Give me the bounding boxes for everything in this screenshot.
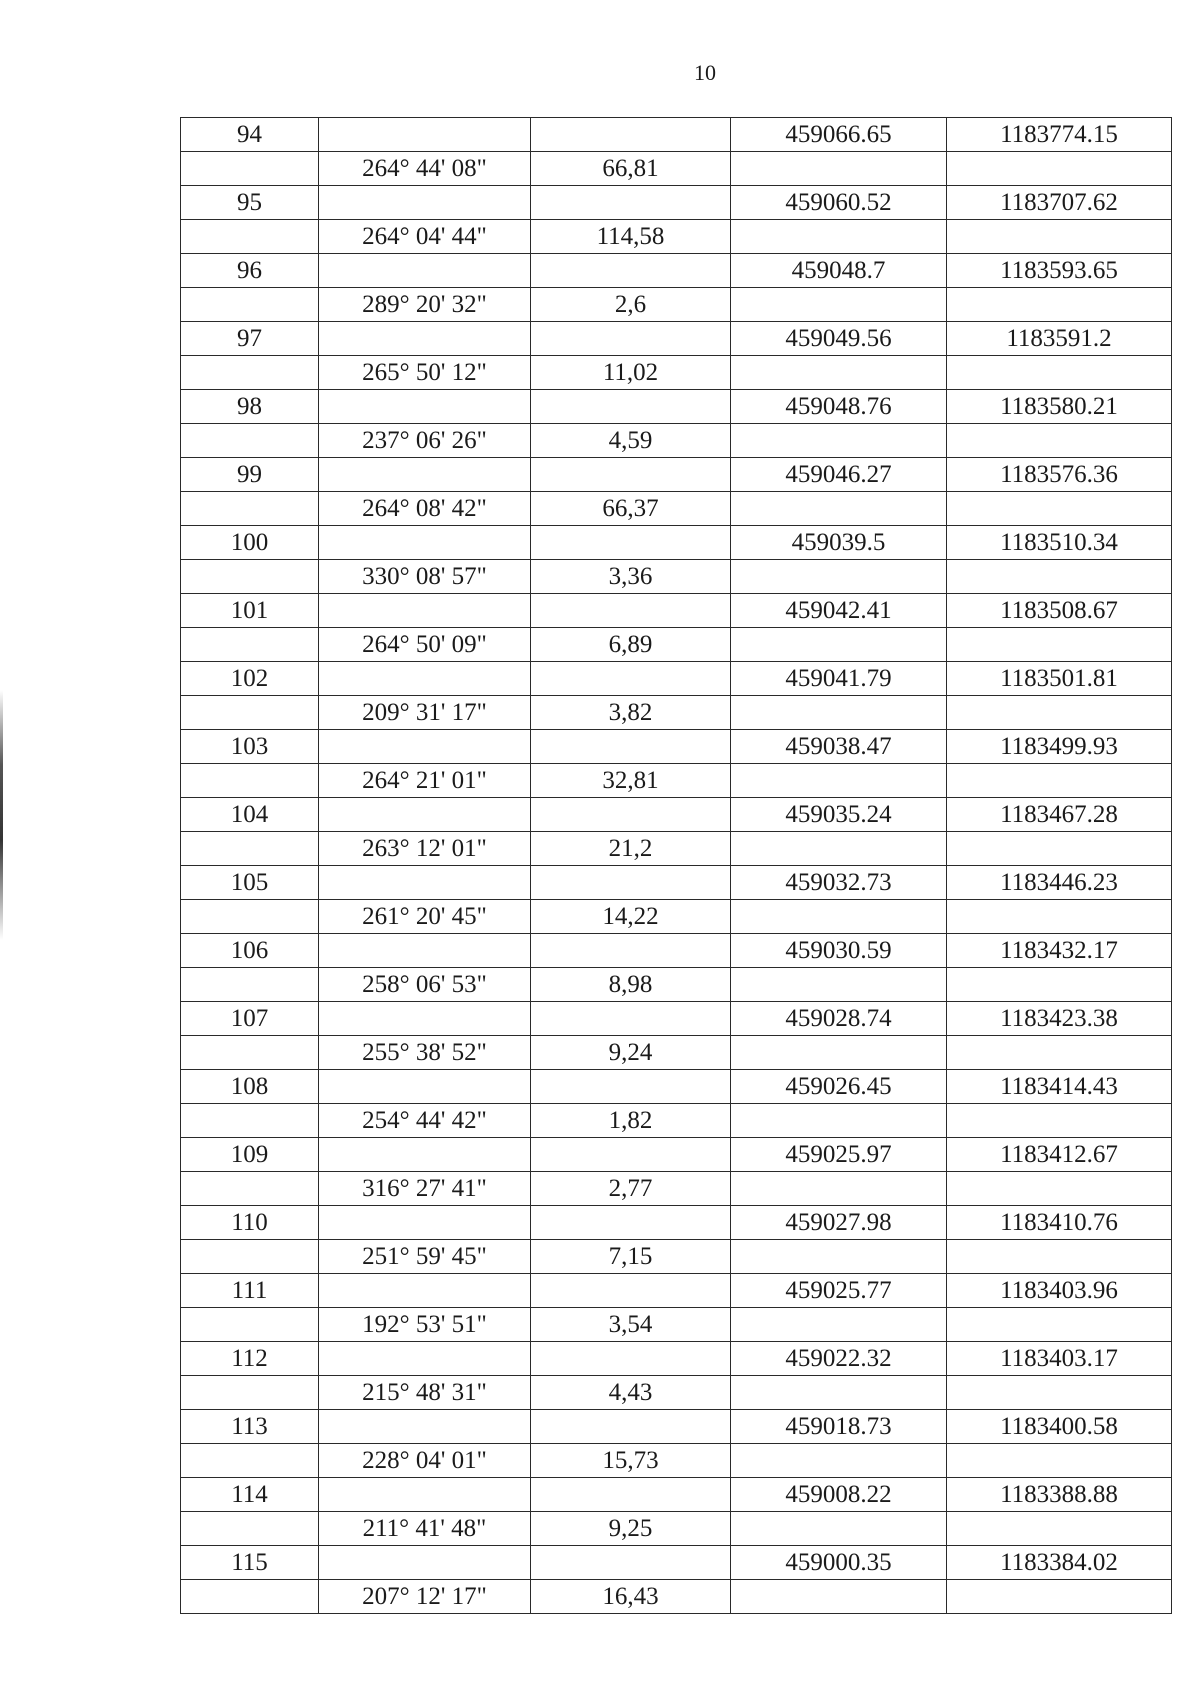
- point-number-cell: 99: [181, 458, 319, 492]
- y-coordinate-cell: [947, 832, 1172, 866]
- y-coordinate-cell: 1183403.96: [947, 1274, 1172, 1308]
- y-coordinate-cell: 1183410.76: [947, 1206, 1172, 1240]
- y-coordinate-cell: [947, 1172, 1172, 1206]
- y-coordinate-cell: [947, 1580, 1172, 1614]
- table-row: [181, 730, 1172, 764]
- distance-cell: [531, 322, 731, 356]
- direction-angle-cell: 207° 12' 17": [319, 1580, 531, 1614]
- y-coordinate-cell: 1183423.38: [947, 1002, 1172, 1036]
- direction-angle-cell: [319, 322, 531, 356]
- table-row: [181, 220, 1172, 254]
- direction-angle-cell: [319, 526, 531, 560]
- distance-cell: [531, 186, 731, 220]
- point-number-cell: 96: [181, 254, 319, 288]
- distance-cell: [531, 1410, 731, 1444]
- distance-cell: 66,81: [531, 152, 731, 186]
- table-row: [181, 900, 1172, 934]
- direction-angle-cell: 215° 48' 31": [319, 1376, 531, 1410]
- table-row: [181, 866, 1172, 900]
- direction-angle-cell: 261° 20' 45": [319, 900, 531, 934]
- distance-cell: [531, 1546, 731, 1580]
- direction-angle-cell: [319, 186, 531, 220]
- x-coordinate-cell: 459046.27: [731, 458, 947, 492]
- table-row: [181, 1308, 1172, 1342]
- distance-cell: 8,98: [531, 968, 731, 1002]
- x-coordinate-cell: [731, 1308, 947, 1342]
- x-coordinate-cell: [731, 424, 947, 458]
- table-row: [181, 1512, 1172, 1546]
- point-number-cell: [181, 1512, 319, 1546]
- distance-cell: [531, 730, 731, 764]
- point-number-cell: 107: [181, 1002, 319, 1036]
- distance-cell: 9,25: [531, 1512, 731, 1546]
- distance-cell: [531, 390, 731, 424]
- direction-angle-cell: [319, 934, 531, 968]
- y-coordinate-cell: 1183576.36: [947, 458, 1172, 492]
- x-coordinate-cell: [731, 288, 947, 322]
- point-number-cell: [181, 628, 319, 662]
- y-coordinate-cell: 1183400.58: [947, 1410, 1172, 1444]
- table-row: [181, 1240, 1172, 1274]
- point-number-cell: 115: [181, 1546, 319, 1580]
- y-coordinate-cell: [947, 560, 1172, 594]
- x-coordinate-cell: 459048.7: [731, 254, 947, 288]
- direction-angle-cell: 330° 08' 57": [319, 560, 531, 594]
- y-coordinate-cell: 1183707.62: [947, 186, 1172, 220]
- table-row: [181, 696, 1172, 730]
- x-coordinate-cell: 459026.45: [731, 1070, 947, 1104]
- x-coordinate-cell: 459038.47: [731, 730, 947, 764]
- point-number-cell: [181, 1036, 319, 1070]
- point-number-cell: [181, 220, 319, 254]
- distance-cell: 9,24: [531, 1036, 731, 1070]
- distance-cell: [531, 1002, 731, 1036]
- direction-angle-cell: 264° 04' 44": [319, 220, 531, 254]
- x-coordinate-cell: 459027.98: [731, 1206, 947, 1240]
- y-coordinate-cell: 1183414.43: [947, 1070, 1172, 1104]
- direction-angle-cell: 264° 21' 01": [319, 764, 531, 798]
- distance-cell: 21,2: [531, 832, 731, 866]
- x-coordinate-cell: 459049.56: [731, 322, 947, 356]
- direction-angle-cell: 211° 41' 48": [319, 1512, 531, 1546]
- y-coordinate-cell: [947, 968, 1172, 1002]
- x-coordinate-cell: [731, 1172, 947, 1206]
- direction-angle-cell: 316° 27' 41": [319, 1172, 531, 1206]
- x-coordinate-cell: 459039.5: [731, 526, 947, 560]
- distance-cell: 32,81: [531, 764, 731, 798]
- direction-angle-cell: [319, 866, 531, 900]
- y-coordinate-cell: [947, 900, 1172, 934]
- distance-cell: 16,43: [531, 1580, 731, 1614]
- y-coordinate-cell: [947, 1444, 1172, 1478]
- distance-cell: 1,82: [531, 1104, 731, 1138]
- point-number-cell: [181, 1376, 319, 1410]
- direction-angle-cell: [319, 1342, 531, 1376]
- direction-angle-cell: 209° 31' 17": [319, 696, 531, 730]
- y-coordinate-cell: 1183580.21: [947, 390, 1172, 424]
- point-number-cell: 111: [181, 1274, 319, 1308]
- table-row: [181, 288, 1172, 322]
- table-row: [181, 560, 1172, 594]
- distance-cell: 4,59: [531, 424, 731, 458]
- direction-angle-cell: [319, 1002, 531, 1036]
- direction-angle-cell: [319, 730, 531, 764]
- y-coordinate-cell: 1183432.17: [947, 934, 1172, 968]
- y-coordinate-cell: 1183499.93: [947, 730, 1172, 764]
- table-row: [181, 968, 1172, 1002]
- point-number-cell: 103: [181, 730, 319, 764]
- x-coordinate-cell: [731, 1240, 947, 1274]
- point-number-cell: [181, 152, 319, 186]
- direction-angle-cell: 265° 50' 12": [319, 356, 531, 390]
- x-coordinate-cell: 459022.32: [731, 1342, 947, 1376]
- y-coordinate-cell: [947, 152, 1172, 186]
- point-number-cell: 102: [181, 662, 319, 696]
- point-number-cell: 94: [181, 118, 319, 152]
- x-coordinate-cell: [731, 492, 947, 526]
- x-coordinate-cell: [731, 1036, 947, 1070]
- table-row: [181, 254, 1172, 288]
- point-number-cell: [181, 492, 319, 526]
- distance-cell: [531, 118, 731, 152]
- distance-cell: [531, 526, 731, 560]
- distance-cell: 4,43: [531, 1376, 731, 1410]
- distance-cell: [531, 662, 731, 696]
- y-coordinate-cell: [947, 1036, 1172, 1070]
- table-row: [181, 1580, 1172, 1614]
- y-coordinate-cell: [947, 1512, 1172, 1546]
- distance-cell: [531, 254, 731, 288]
- table-row: [181, 424, 1172, 458]
- point-number-cell: [181, 356, 319, 390]
- table-row: [181, 832, 1172, 866]
- point-number-cell: 101: [181, 594, 319, 628]
- x-coordinate-cell: [731, 968, 947, 1002]
- distance-cell: [531, 1070, 731, 1104]
- x-coordinate-cell: 459000.35: [731, 1546, 947, 1580]
- x-coordinate-cell: [731, 356, 947, 390]
- distance-cell: [531, 1342, 731, 1376]
- direction-angle-cell: [319, 1206, 531, 1240]
- direction-angle-cell: 264° 44' 08": [319, 152, 531, 186]
- table-row: [181, 1274, 1172, 1308]
- y-coordinate-cell: 1183403.17: [947, 1342, 1172, 1376]
- point-number-cell: [181, 560, 319, 594]
- point-number-cell: 97: [181, 322, 319, 356]
- x-coordinate-cell: [731, 220, 947, 254]
- table-row: [181, 1002, 1172, 1036]
- y-coordinate-cell: [947, 288, 1172, 322]
- distance-cell: [531, 1274, 731, 1308]
- x-coordinate-cell: [731, 832, 947, 866]
- direction-angle-cell: 192° 53' 51": [319, 1308, 531, 1342]
- x-coordinate-cell: 459066.65: [731, 118, 947, 152]
- x-coordinate-cell: [731, 696, 947, 730]
- direction-angle-cell: 264° 50' 09": [319, 628, 531, 662]
- point-number-cell: 112: [181, 1342, 319, 1376]
- point-number-cell: [181, 1308, 319, 1342]
- direction-angle-cell: [319, 798, 531, 832]
- x-coordinate-cell: 459032.73: [731, 866, 947, 900]
- y-coordinate-cell: 1183501.81: [947, 662, 1172, 696]
- y-coordinate-cell: 1183591.2: [947, 322, 1172, 356]
- point-number-cell: [181, 1580, 319, 1614]
- x-coordinate-cell: [731, 152, 947, 186]
- table-row: [181, 1342, 1172, 1376]
- x-coordinate-cell: [731, 1104, 947, 1138]
- point-number-cell: [181, 1240, 319, 1274]
- point-number-cell: 108: [181, 1070, 319, 1104]
- table-row: [181, 1138, 1172, 1172]
- y-coordinate-cell: [947, 1376, 1172, 1410]
- point-number-cell: [181, 696, 319, 730]
- x-coordinate-cell: 459028.74: [731, 1002, 947, 1036]
- point-number-cell: [181, 1172, 319, 1206]
- point-number-cell: [181, 832, 319, 866]
- distance-cell: [531, 458, 731, 492]
- coordinates-table-body: [181, 118, 1172, 1614]
- direction-angle-cell: 237° 06' 26": [319, 424, 531, 458]
- y-coordinate-cell: 1183388.88: [947, 1478, 1172, 1512]
- distance-cell: [531, 1138, 731, 1172]
- direction-angle-cell: [319, 1070, 531, 1104]
- point-number-cell: 105: [181, 866, 319, 900]
- distance-cell: 3,54: [531, 1308, 731, 1342]
- x-coordinate-cell: [731, 764, 947, 798]
- direction-angle-cell: [319, 1410, 531, 1444]
- x-coordinate-cell: [731, 560, 947, 594]
- x-coordinate-cell: 459025.77: [731, 1274, 947, 1308]
- x-coordinate-cell: 459030.59: [731, 934, 947, 968]
- direction-angle-cell: [319, 1138, 531, 1172]
- table-row: [181, 1478, 1172, 1512]
- y-coordinate-cell: 1183384.02: [947, 1546, 1172, 1580]
- point-number-cell: [181, 1444, 319, 1478]
- x-coordinate-cell: 459048.76: [731, 390, 947, 424]
- table-row: [181, 322, 1172, 356]
- direction-angle-cell: 228° 04' 01": [319, 1444, 531, 1478]
- direction-angle-cell: 263° 12' 01": [319, 832, 531, 866]
- table-row: [181, 662, 1172, 696]
- distance-cell: 66,37: [531, 492, 731, 526]
- distance-cell: 6,89: [531, 628, 731, 662]
- table-row: [181, 594, 1172, 628]
- x-coordinate-cell: [731, 1512, 947, 1546]
- point-number-cell: 114: [181, 1478, 319, 1512]
- x-coordinate-cell: 459025.97: [731, 1138, 947, 1172]
- distance-cell: [531, 866, 731, 900]
- direction-angle-cell: [319, 662, 531, 696]
- distance-cell: [531, 1478, 731, 1512]
- table-row: [181, 390, 1172, 424]
- y-coordinate-cell: 1183593.65: [947, 254, 1172, 288]
- y-coordinate-cell: [947, 628, 1172, 662]
- point-number-cell: 100: [181, 526, 319, 560]
- table-row: [181, 1410, 1172, 1444]
- point-number-cell: 113: [181, 1410, 319, 1444]
- table-row: [181, 526, 1172, 560]
- point-number-cell: 98: [181, 390, 319, 424]
- table-row: [181, 1172, 1172, 1206]
- x-coordinate-cell: [731, 628, 947, 662]
- y-coordinate-cell: [947, 1308, 1172, 1342]
- table-row: [181, 1376, 1172, 1410]
- x-coordinate-cell: [731, 900, 947, 934]
- point-number-cell: [181, 424, 319, 458]
- x-coordinate-cell: [731, 1580, 947, 1614]
- point-number-cell: [181, 1104, 319, 1138]
- direction-angle-cell: [319, 390, 531, 424]
- y-coordinate-cell: 1183446.23: [947, 866, 1172, 900]
- point-number-cell: [181, 968, 319, 1002]
- distance-cell: [531, 1206, 731, 1240]
- direction-angle-cell: [319, 1478, 531, 1512]
- distance-cell: 2,6: [531, 288, 731, 322]
- table-row: [181, 934, 1172, 968]
- page-number: 10: [694, 60, 716, 85]
- table-row: [181, 458, 1172, 492]
- table-row: [181, 1546, 1172, 1580]
- y-coordinate-cell: [947, 492, 1172, 526]
- distance-cell: 15,73: [531, 1444, 731, 1478]
- y-coordinate-cell: 1183412.67: [947, 1138, 1172, 1172]
- y-coordinate-cell: 1183510.34: [947, 526, 1172, 560]
- direction-angle-cell: 258° 06' 53": [319, 968, 531, 1002]
- x-coordinate-cell: 459008.22: [731, 1478, 947, 1512]
- y-coordinate-cell: [947, 696, 1172, 730]
- table-row: [181, 492, 1172, 526]
- x-coordinate-cell: [731, 1376, 947, 1410]
- table-row: [181, 1206, 1172, 1240]
- y-coordinate-cell: [947, 424, 1172, 458]
- y-coordinate-cell: [947, 1104, 1172, 1138]
- distance-cell: 114,58: [531, 220, 731, 254]
- direction-angle-cell: [319, 594, 531, 628]
- table-row: [181, 152, 1172, 186]
- x-coordinate-cell: 459042.41: [731, 594, 947, 628]
- direction-angle-cell: 251° 59' 45": [319, 1240, 531, 1274]
- point-number-cell: 106: [181, 934, 319, 968]
- point-number-cell: [181, 288, 319, 322]
- direction-angle-cell: 254° 44' 42": [319, 1104, 531, 1138]
- y-coordinate-cell: [947, 764, 1172, 798]
- point-number-cell: 109: [181, 1138, 319, 1172]
- distance-cell: [531, 798, 731, 832]
- direction-angle-cell: [319, 1546, 531, 1580]
- y-coordinate-cell: 1183508.67: [947, 594, 1172, 628]
- y-coordinate-cell: [947, 1240, 1172, 1274]
- distance-cell: 3,36: [531, 560, 731, 594]
- table-row: [181, 118, 1172, 152]
- table-row: [181, 1104, 1172, 1138]
- table-row: [181, 1444, 1172, 1478]
- point-number-cell: [181, 900, 319, 934]
- y-coordinate-cell: 1183467.28: [947, 798, 1172, 832]
- direction-angle-cell: [319, 118, 531, 152]
- table-row: [181, 1036, 1172, 1070]
- x-coordinate-cell: [731, 1444, 947, 1478]
- table-row: [181, 628, 1172, 662]
- y-coordinate-cell: 1183774.15: [947, 118, 1172, 152]
- direction-angle-cell: [319, 458, 531, 492]
- table-row: [181, 1070, 1172, 1104]
- point-number-cell: 110: [181, 1206, 319, 1240]
- distance-cell: 2,77: [531, 1172, 731, 1206]
- direction-angle-cell: [319, 1274, 531, 1308]
- table-row: [181, 798, 1172, 832]
- table-row: [181, 186, 1172, 220]
- table-row: [181, 356, 1172, 390]
- x-coordinate-cell: 459018.73: [731, 1410, 947, 1444]
- coordinates-table: [180, 117, 1172, 1614]
- distance-cell: 14,22: [531, 900, 731, 934]
- direction-angle-cell: 264° 08' 42": [319, 492, 531, 526]
- distance-cell: 7,15: [531, 1240, 731, 1274]
- x-coordinate-cell: 459035.24: [731, 798, 947, 832]
- y-coordinate-cell: [947, 356, 1172, 390]
- direction-angle-cell: [319, 254, 531, 288]
- distance-cell: 3,82: [531, 696, 731, 730]
- x-coordinate-cell: 459060.52: [731, 186, 947, 220]
- direction-angle-cell: 255° 38' 52": [319, 1036, 531, 1070]
- distance-cell: [531, 594, 731, 628]
- table-row: [181, 764, 1172, 798]
- scan-edge-mark: [0, 690, 3, 940]
- distance-cell: 11,02: [531, 356, 731, 390]
- y-coordinate-cell: [947, 220, 1172, 254]
- distance-cell: [531, 934, 731, 968]
- point-number-cell: [181, 764, 319, 798]
- x-coordinate-cell: 459041.79: [731, 662, 947, 696]
- point-number-cell: 104: [181, 798, 319, 832]
- point-number-cell: 95: [181, 186, 319, 220]
- direction-angle-cell: 289° 20' 32": [319, 288, 531, 322]
